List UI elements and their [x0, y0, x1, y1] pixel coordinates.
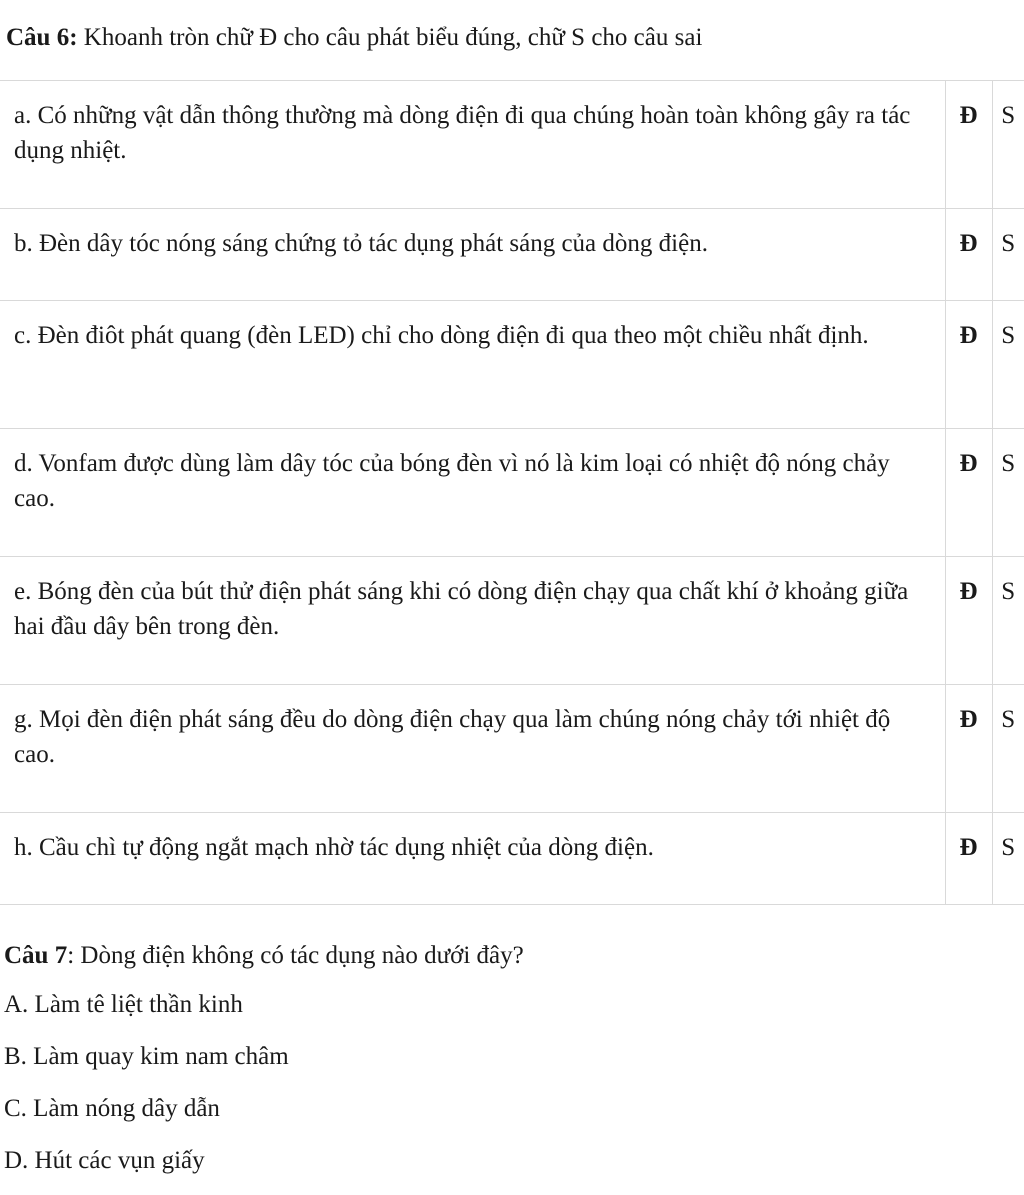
option-false-g[interactable]: S	[992, 685, 1024, 813]
question-7	[4, 938, 524, 1195]
option-true-g[interactable]: Đ	[945, 685, 992, 813]
option-false-h[interactable]: S	[992, 813, 1024, 905]
option-false-e[interactable]: S	[992, 557, 1024, 685]
statement-row-a	[0, 81, 1024, 209]
statement-row-e	[0, 557, 1024, 685]
question-6-label: Câu 6:	[6, 24, 78, 51]
statement-text-a: a. Có những vật dẫn thông thường mà dòng điện đi qua chúng hoàn toàn không gây ra tác dụng nhiệt.	[0, 81, 945, 209]
question-7-title	[4, 938, 524, 973]
option-false-b[interactable]: S	[992, 209, 1024, 301]
option-true-h[interactable]: Đ	[945, 813, 992, 905]
statement-row-c	[0, 301, 1024, 429]
statement-row-g	[0, 685, 1024, 813]
statement-text-h: h. Cầu chì tự động ngắt mạch nhờ tác dụng nhiệt của dòng điện.	[0, 813, 945, 905]
statement-row-h	[0, 813, 1024, 905]
option-true-b[interactable]: Đ	[945, 209, 992, 301]
option-false-d[interactable]: S	[992, 429, 1024, 557]
question-7-label: Câu 7	[4, 942, 68, 969]
question-7-text: : Dòng điện không có tác dụng nào dưới đây?	[67, 942, 524, 969]
statement-row-b	[0, 209, 1024, 301]
statement-text-g: g. Mọi đèn điện phát sáng đều do dòng điện chạy qua làm chúng nóng chảy tới nhiệt độ cao.	[0, 685, 945, 813]
true-false-table	[0, 80, 1024, 905]
statement-text-c: c. Đèn điôt phát quang (đèn LED) chỉ cho dòng điện đi qua theo một chiều nhất định.	[0, 301, 945, 429]
option-true-a[interactable]: Đ	[945, 81, 992, 209]
statement-text-b: b. Đèn dây tóc nóng sáng chứng tỏ tác dụng phát sáng của dòng điện.	[0, 209, 945, 301]
option-true-d[interactable]: Đ	[945, 429, 992, 557]
option-false-a[interactable]: S	[992, 81, 1024, 209]
option-true-e[interactable]: Đ	[945, 557, 992, 685]
question-6-heading	[6, 20, 702, 55]
option-true-c[interactable]: Đ	[945, 301, 992, 429]
answer-option-a[interactable]: A. Làm tê liệt thần kinh	[4, 991, 243, 1018]
option-false-c[interactable]: S	[992, 301, 1024, 429]
question-6-instruction: Khoanh tròn chữ Đ cho câu phát biểu đúng, chữ S cho câu sai	[83, 24, 703, 51]
answer-option-b[interactable]: B. Làm quay kim nam châm	[4, 1043, 289, 1070]
answer-option-c[interactable]: C. Làm nóng dây dẫn	[4, 1095, 220, 1122]
statement-text-d: d. Vonfam được dùng làm dây tóc của bóng đèn vì nó là kim loại có nhiệt độ nóng chảy cao.	[0, 429, 945, 557]
answer-option-d[interactable]: D. Hút các vụn giấy	[4, 1147, 205, 1174]
statement-row-d	[0, 429, 1024, 557]
statement-text-e: e. Bóng đèn của bút thử điện phát sáng khi có dòng điện chạy qua chất khí ở khoảng giữa hai đầu dây bên trong đèn.	[0, 557, 945, 685]
